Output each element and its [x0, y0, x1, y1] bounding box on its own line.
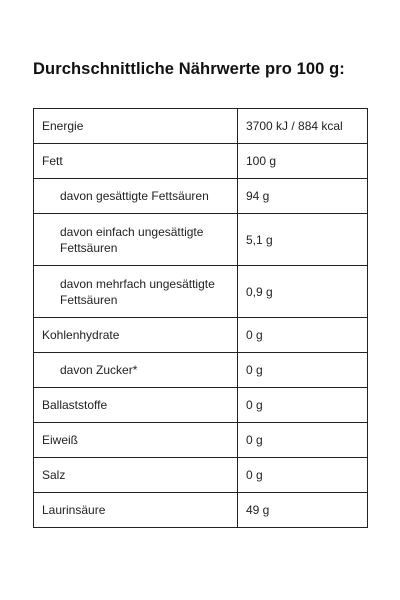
row-value-eiweiss: 0 g: [238, 423, 368, 458]
row-label-mehrfach-ungesaettigte: davon mehrfach ungesättigte Fettsäuren: [34, 266, 238, 318]
row-value-ballaststoffe: 0 g: [238, 388, 368, 423]
table-row: [34, 423, 368, 458]
table-row: [34, 388, 368, 423]
table-row: [34, 266, 368, 318]
row-label-einfach-ungesaettigte: davon einfach ungesättigte Fettsäuren: [34, 214, 238, 266]
row-value-laurinsaeure: 49 g: [238, 493, 368, 528]
table-row: [34, 458, 368, 493]
table-row: [34, 144, 368, 179]
row-value-mehrfach-ungesaettigte: 0,9 g: [238, 266, 368, 318]
table-row: [34, 214, 368, 266]
table-row: [34, 318, 368, 353]
table-row: [34, 109, 368, 144]
row-label-eiweiss: Eiweiß: [34, 423, 238, 458]
page-title: Durchschnittliche Nährwerte pro 100 g:: [33, 60, 345, 78]
row-label-gesaettigte: davon gesättigte Fettsäuren: [34, 179, 238, 214]
row-label-laurinsaeure: Laurinsäure: [34, 493, 238, 528]
row-label-fett: Fett: [34, 144, 238, 179]
row-value-salz: 0 g: [238, 458, 368, 493]
row-value-gesaettigte: 94 g: [238, 179, 368, 214]
table-row: [34, 179, 368, 214]
row-label-ballaststoffe: Ballaststoffe: [34, 388, 238, 423]
row-label-salz: Salz: [34, 458, 238, 493]
row-value-kohlenhydrate: 0 g: [238, 318, 368, 353]
row-value-energie: 3700 kJ / 884 kcal: [238, 109, 368, 144]
row-value-fett: 100 g: [238, 144, 368, 179]
table-row: [34, 493, 368, 528]
row-label-kohlenhydrate: Kohlenhydrate: [34, 318, 238, 353]
nutrition-table: [33, 108, 368, 528]
row-value-einfach-ungesaettigte: 5,1 g: [238, 214, 368, 266]
row-label-energie: Energie: [34, 109, 238, 144]
row-value-zucker: 0 g: [238, 353, 368, 388]
table-row: [34, 353, 368, 388]
row-label-zucker: davon Zucker*: [34, 353, 238, 388]
